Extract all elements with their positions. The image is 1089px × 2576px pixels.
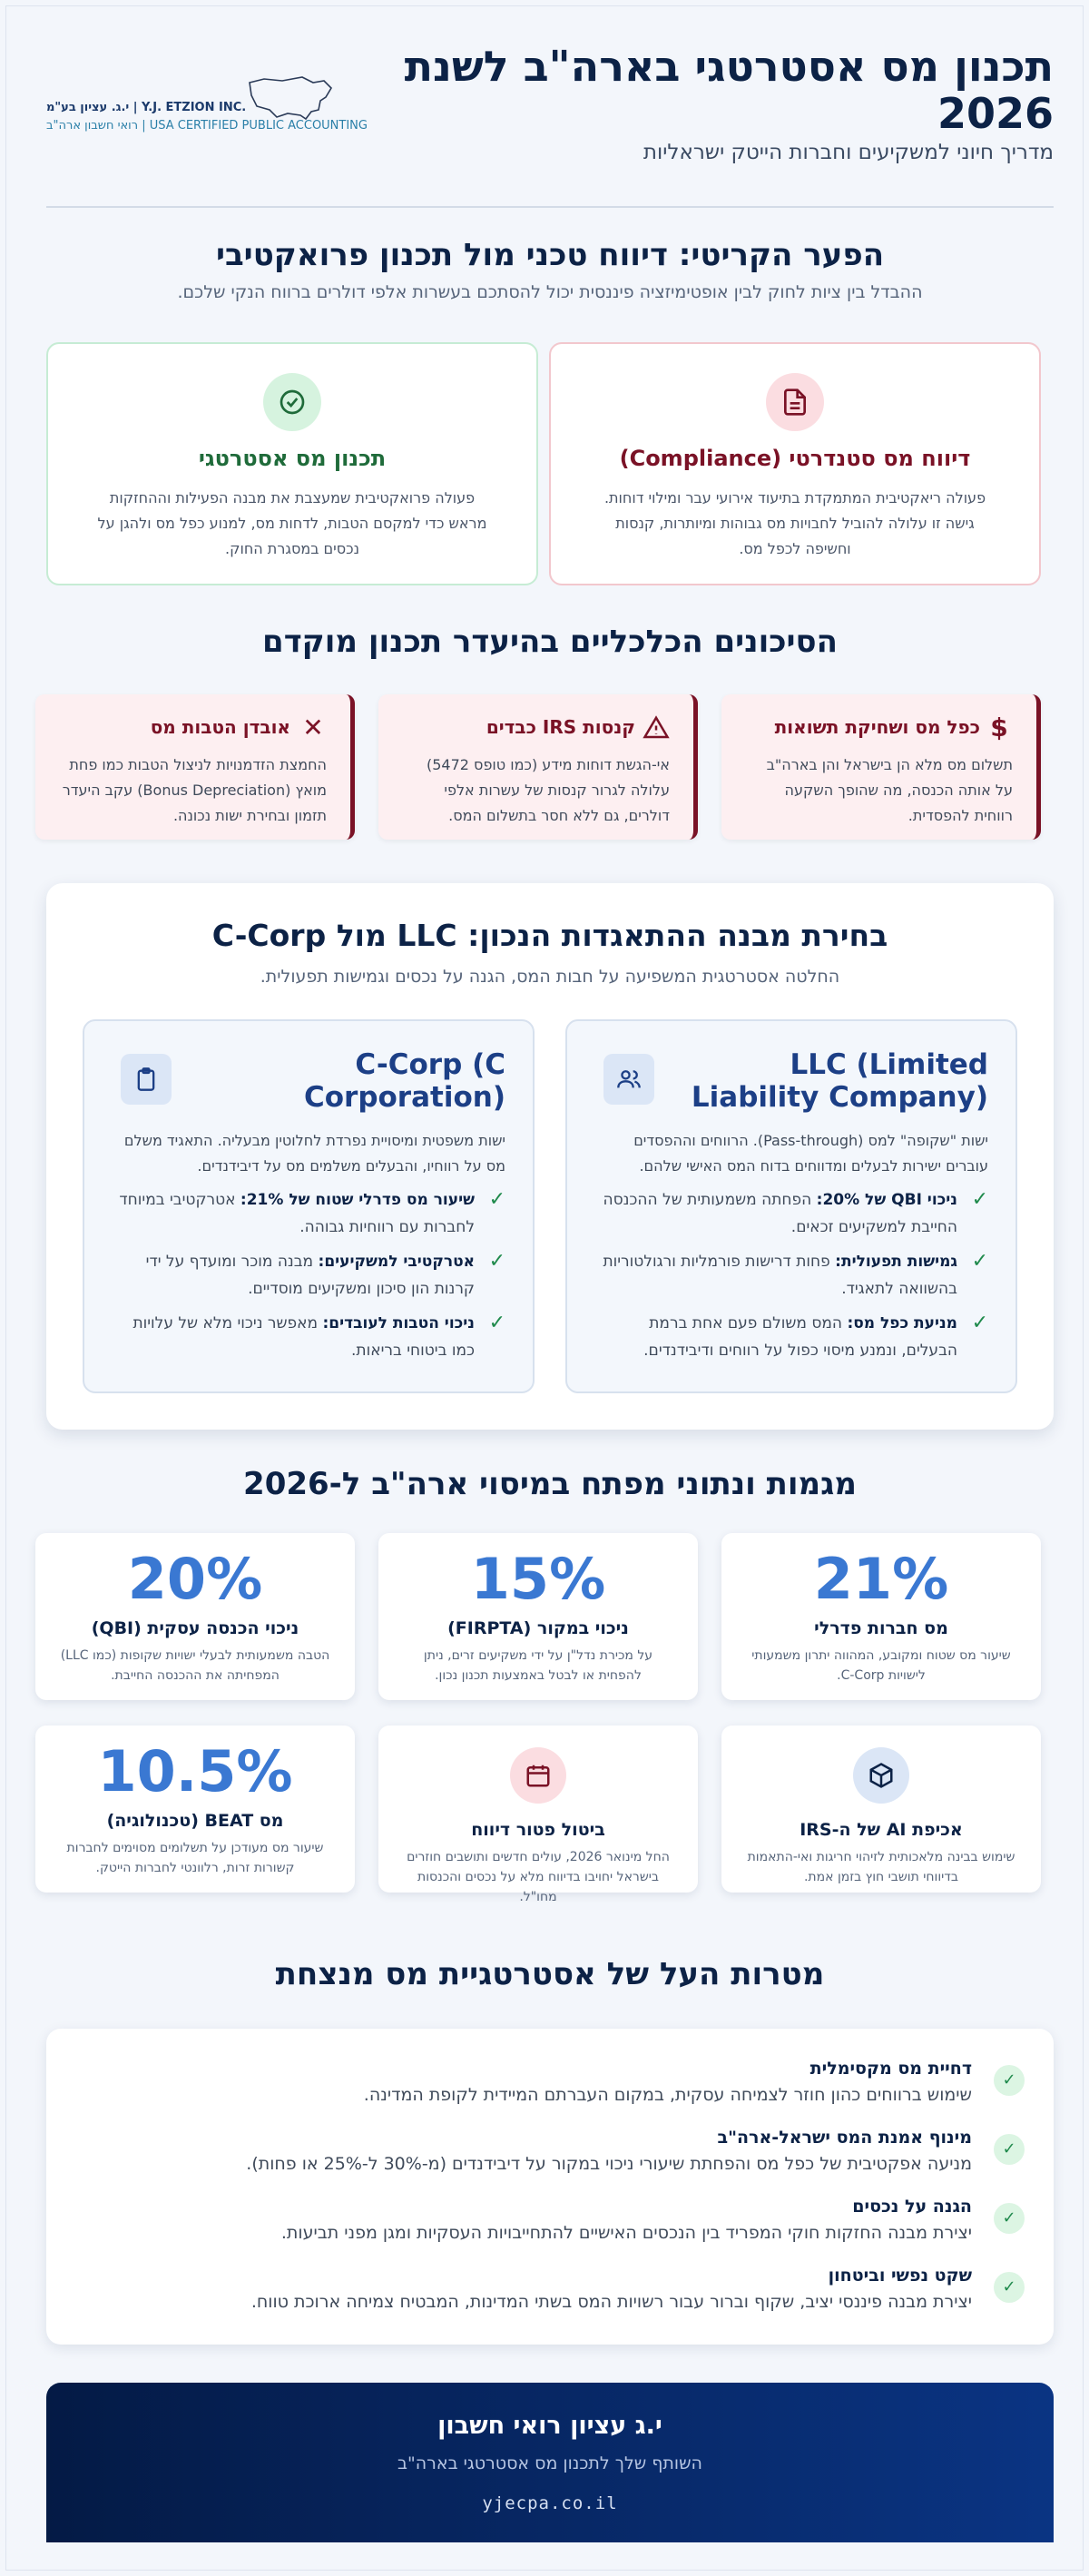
- stat-text: שיעור מס שטוח ומקובע, המהווה יתרון משמעותי לישויות C-Corp.: [751, 1648, 1011, 1683]
- goal-title: הגנה על נכסים: [852, 2197, 972, 2217]
- ccorp-benefit: ✓ ניכוי הטבות לעובדים: מאפשר ניכוי מלא של עלויות כמו ביטוחי בריאות.: [132, 1312, 505, 1360]
- footer-company-name: י.ג עציון רואי חשבון: [437, 2412, 662, 2440]
- stat-text: שימוש בבינה מלאכותית לזיהוי חריגות ואי-התאמות בדיווחי תושבי חוץ בזמן אמת.: [747, 1850, 1015, 1884]
- x-icon: ✕: [302, 713, 324, 742]
- check-icon: ✓: [994, 2134, 1025, 2165]
- dollar-icon: $: [990, 713, 1008, 742]
- header: [46, 43, 1054, 206]
- risk-title: כפל מס ושחיקת תשואות: [774, 716, 980, 738]
- check-icon: ✓: [971, 1250, 988, 1273]
- stat-text: הטבה משמעותית לבעלי ישויות שקופות (כמו LLC) המפחיתה את ההכנסה החייבת.: [60, 1648, 330, 1683]
- goal-item: [83, 2125, 1025, 2178]
- goal-item: [83, 2194, 1025, 2247]
- risks-section-title: הסיכונים הכלכליים בהיעדר תכנון מוקדם: [262, 624, 838, 660]
- ccorp-title: C-Corp (C Corporation): [303, 1048, 505, 1114]
- compliance-card: [549, 342, 1041, 585]
- stat-value: 21%: [813, 1546, 949, 1612]
- stat-value: 20%: [127, 1546, 263, 1612]
- cube-icon: [853, 1747, 909, 1804]
- check-icon: ✓: [488, 1250, 505, 1273]
- goal-title: דחיית מס מקסימלית: [809, 2059, 972, 2079]
- llc-benefit: ✓ מניעת כפל מס: המס משולם פעם אחת ברמת הבעלים, ונמנע מיסוי כפול על רווחים ודיבידנדים.: [643, 1312, 988, 1360]
- risk-text: אי-הגשת דוחות מידע (כמו טופס 5472) עלולה לגרור קנסות של עשרות אלפי דולרים, גם ללא חסר בתשלום המס.: [427, 756, 670, 824]
- footer-tagline: השותף שלך לתכנון מס אסטרטגי בארה"ב: [397, 2453, 702, 2473]
- check-icon: ✓: [994, 2272, 1025, 2303]
- goal-text: מניעה אפקטיבית של כפל מס והפחתת שיעורי ניכוי במקור על דיבידנדים (מ-30% ל-25% או פחות).: [246, 2154, 972, 2174]
- goals-card: [46, 2029, 1054, 2345]
- strategic-text: פעולה פרואקטיבית שמעצבת את מבנה הפעילות וההחזקות מראש כדי למקסם הטבות, לדחות מס, למנוע כפל מס ולהגן על נכסים במסגרת החוק.: [97, 489, 487, 557]
- strategic-title: תכנון מס אסטרטגי: [198, 446, 387, 471]
- goal-text: יצירת מבנה החזקות חוקי המפריד בין הנכסים האישיים להתחייבויות העסקיות ומגן מפני תביעות.: [280, 2223, 972, 2243]
- llc-benefit: ✓ ניכוי QBI של 20%: הפחתה משמעותית של ההכנסה החייבת למשקיעים זכאים.: [603, 1188, 988, 1236]
- header-divider: [46, 206, 1054, 208]
- stat-label: ניכוי במקור (FIRPTA): [447, 1618, 629, 1638]
- stat-label: מס BEAT (טכנולוגיה): [106, 1811, 284, 1831]
- users-icon: [603, 1054, 654, 1105]
- page-subtitle: מדריך חיוני למשקיעים וחברות הייטק ישראליות: [643, 141, 1054, 164]
- stat-label: מס חברות פדרלי: [814, 1618, 948, 1638]
- stat-text: החל מינואר 2026, עולים חדשים ותושבים חוזרים בישראל יחויבו בדיווח מלא על נכסים והכנסות מחו"ל.: [407, 1850, 670, 1904]
- company-logo: [46, 70, 368, 143]
- stats-section-title: מגמות ונתוני מפתח במיסוי ארה"ב ל-2026: [243, 1466, 857, 1502]
- llc-description: ישות "שקופה" למס (Pass-through). הרווחים וההפסדים עוברים ישירות לבעלים ומדווחים בדוח המס האישי שלהם.: [633, 1132, 988, 1175]
- check-icon: ✓: [994, 2065, 1025, 2096]
- goal-item: [83, 2056, 1025, 2109]
- structure-subtitle: החלטה אסטרטגית המשפיעה על חבות המס, הגנה על נכסים וגמישות תפעולית.: [260, 967, 840, 987]
- logo-company-tagline: רואי חשבון ארה"ב | USA CERTIFIED PUBLIC ACCOUNTING: [46, 119, 368, 133]
- goal-title: שקט נפשי וביטחון: [828, 2266, 972, 2286]
- stat-card: [721, 1533, 1041, 1700]
- stat-value: 10.5%: [97, 1738, 293, 1804]
- compliance-title: דיווח מס סטנדרטי (Compliance): [619, 446, 971, 471]
- footer: [46, 2383, 1054, 2542]
- ccorp-description: ישות משפטית ומיסויית נפרדת לחלוטין מבעליה. התאגיד משלם מס על רווחיו, והבעלים משלמים מס על דיבידנדים.: [123, 1132, 505, 1175]
- ccorp-card: [83, 1019, 535, 1393]
- stat-card: [35, 1726, 355, 1893]
- stat-card: [378, 1726, 698, 1904]
- stat-card: [35, 1533, 355, 1700]
- risk-card-lost-benefits: [35, 694, 355, 840]
- warning-icon: [643, 714, 670, 742]
- structure-section: [46, 883, 1054, 1430]
- stat-card: [721, 1726, 1041, 1893]
- clipboard-icon: [121, 1054, 172, 1105]
- check-circle-icon: [263, 373, 321, 431]
- risk-title: אובדן הטבות מס: [150, 716, 290, 738]
- llc-benefit: ✓ גמישות תפעולית: פחות דרישות פורמליות ורגולטוריות בהשוואה לתאגיד.: [603, 1250, 988, 1298]
- stat-value: 15%: [470, 1546, 606, 1612]
- ccorp-benefit: ✓ שיעור מס פדרלי שטוח של 21%: אטרקטיבי במיוחד לחברות עם רווחיות גבוהה.: [119, 1188, 505, 1236]
- footer-website-link[interactable]: yjecpa.co.il: [482, 2493, 618, 2513]
- gap-section-subtitle: ההבדל בין ציות לחוק לבין אופטימיזציה פיננסית יכול להסתכם בעשרות אלפי דולרים ברווח הנקי שלכם.: [177, 282, 923, 302]
- structure-title: בחירת מבנה ההתאגדות הנכון: LLC מול C-Corp: [211, 918, 888, 953]
- stat-label: ניכוי הכנסה עסקית (QBI): [91, 1618, 299, 1638]
- stat-label: ביטול פטור דיווח: [471, 1820, 605, 1840]
- page-title: תכנון מס אסטרטגי בארה"ב לשנת 2026: [404, 42, 1054, 138]
- goal-text: יצירת מבנה פיננסי יציב, שקוף וברור עבור רשויות המס בשתי המדינות, המבטיח צמיחה ארוכת טווח.: [250, 2292, 972, 2312]
- strategic-card: [46, 342, 538, 585]
- goal-title: מינוף אמנת המס ישראל-ארה"ב: [717, 2128, 972, 2148]
- goals-section-title: מטרות העל של אסטרטגיית מס מנצחת: [275, 1956, 825, 1992]
- stat-text: על מכירת נדל"ן על ידי משקיעים זרים, ניתן להפחית או לבטל באמצעות תכנון נכון.: [423, 1648, 653, 1683]
- stat-text: שיעור מס מעודכן על תשלומים מסוימים לחברות קשורות זרות, רלוונטי לחברות הייטק.: [66, 1841, 324, 1875]
- compliance-text: פעולה ריאקטיבית המתמקדת בתיעוד אירועי עבר ומילוי דוחות. גישה זו עלולה להוביל לחבויות מס גבוהות ומיותרות, קנסות וחשיפה לכפל מס.: [603, 489, 986, 557]
- calendar-icon: [510, 1747, 566, 1804]
- risk-card-double-tax: [721, 694, 1041, 840]
- risk-card-irs-penalties: [378, 694, 698, 840]
- llc-card: [565, 1019, 1017, 1393]
- gap-section-title: הפער הקריטי: דיווח טכני מול תכנון פרואקטיבי: [215, 237, 885, 273]
- check-icon: ✓: [971, 1188, 988, 1211]
- page: [5, 5, 1084, 2571]
- document-icon: [766, 373, 824, 431]
- risk-text: תשלום מס מלא הן בישראל והן בארה"ב על אותה הכנסה, מה שהופך השקעה רווחית להפסדית.: [766, 756, 1013, 824]
- risk-title: קנסות IRS כבדים: [486, 716, 635, 738]
- stat-card: [378, 1533, 698, 1700]
- check-icon: ✓: [488, 1312, 505, 1334]
- check-icon: ✓: [994, 2203, 1025, 2234]
- goal-text: שימוש ברווחים כהון חוזר לצמיחה עסקית, במקום העברתם המיידית לקופת המדינה.: [363, 2085, 972, 2105]
- goal-item: [83, 2263, 1025, 2315]
- ccorp-benefit: ✓ אטרקטיבי למשקיעים: מבנה מוכר ומועדף על ידי קרנות הון סיכון ומשקיעים מוסדיים.: [145, 1250, 505, 1298]
- risk-text: החמצת הזדמנויות לניצול הטבות כמו פחת מואץ (Bonus Depreciation) עקב היעדר תזמון ובחירת ישות נכונה.: [62, 756, 327, 824]
- usa-map-icon: [246, 70, 337, 124]
- logo-company-name: י.ג. עציון בע"מ | Y.J. ETZION INC.: [46, 101, 247, 114]
- check-icon: ✓: [488, 1188, 505, 1211]
- llc-title: LLC (Limited Liability Company): [691, 1048, 988, 1114]
- check-icon: ✓: [971, 1312, 988, 1334]
- stat-label: אכיפת AI של ה-IRS: [800, 1820, 963, 1840]
